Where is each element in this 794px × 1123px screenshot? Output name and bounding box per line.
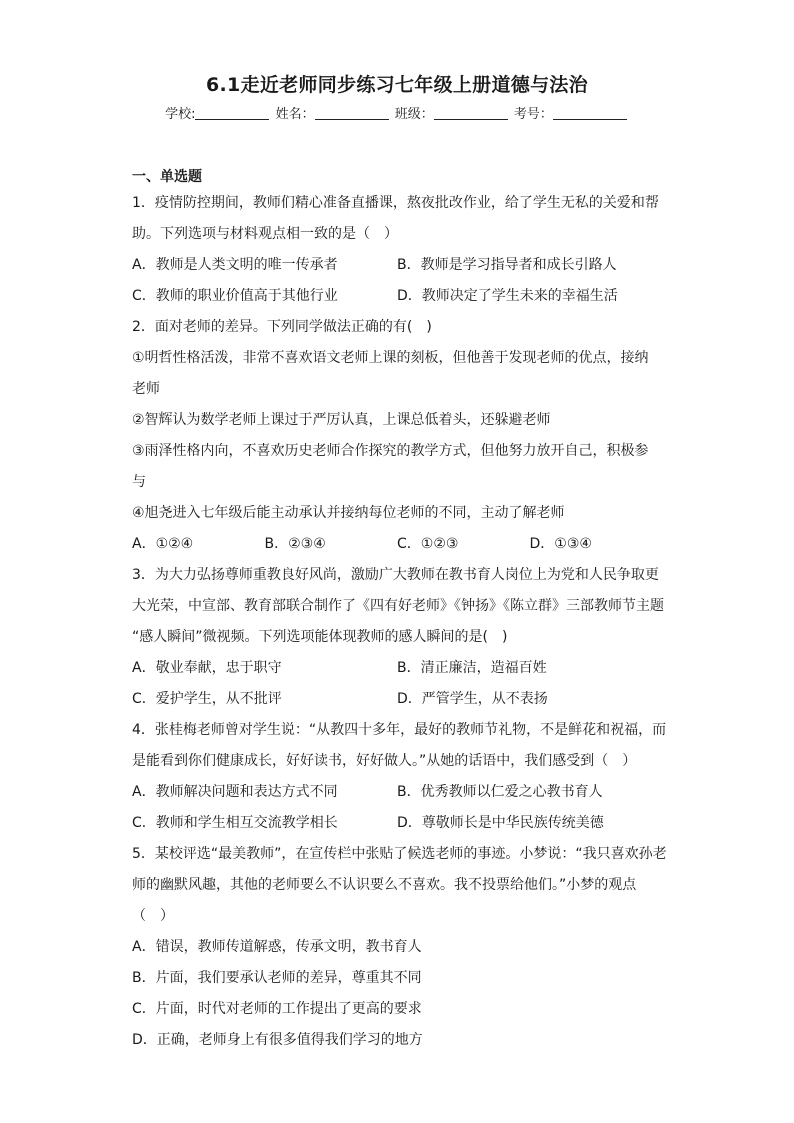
question-text-line: “感人瞬间”微视频。下列选项能体现教师的感人瞬间的是( ) <box>132 629 508 645</box>
question-text-line: 2．面对老师的差异。下列同学做法正确的有( ) <box>132 319 432 335</box>
question-5 <box>132 839 667 1056</box>
question-3 <box>132 560 662 715</box>
student-info-row <box>0 103 794 122</box>
question-text-line: （ ） <box>132 908 174 924</box>
option-c: C．教师和学生相互交流教学相长 <box>132 815 338 831</box>
option-row <box>132 808 662 839</box>
option-row <box>132 653 662 684</box>
page-title: 6.1走近老师同步练习七年级上册道德与法治 <box>206 74 588 96</box>
question-text-line: 大光荣，中宣部、教育部联合制作了《四有好老师》《钟扬》《陈立群》三部教师节主题 <box>132 598 664 614</box>
exam-number-label: 考号： <box>513 107 553 122</box>
option-c: C．教师的职业价值高于其他行业 <box>132 288 338 304</box>
name-blank <box>315 106 389 120</box>
option-row <box>132 529 662 560</box>
option-c: C．①②③ <box>397 536 459 552</box>
question-list <box>132 188 667 1056</box>
option-row <box>132 250 662 281</box>
class-blank <box>434 106 508 120</box>
section-title: 一、单选题 <box>132 169 202 185</box>
option-a: A．教师是人类文明的唯一传承者 <box>132 257 338 273</box>
option-b: B．清正廉洁，造福百姓 <box>397 660 547 676</box>
question-text-line: 3．为大力弘扬尊师重教良好风尚，激励广大教师在教书育人岗位上为党和人民争取更 <box>132 567 659 583</box>
option-d: D．严管学生，从不表扬 <box>397 691 548 707</box>
question-text-line: ①明哲性格活泼，非常不喜欢语文老师上课的刻板，但他善于发现老师的优点，接纳 <box>132 350 649 366</box>
school-label: 学校: <box>165 107 196 122</box>
question-text-line: 1．疫情防控期间，教师们精心准备直播课，熬夜批改作业，给了学生无私的关爱和帮 <box>132 195 659 211</box>
option-b: B．②③④ <box>264 536 326 552</box>
question-text-line: 与 <box>132 474 146 490</box>
exam-number-blank <box>553 106 627 120</box>
question-text-line: ③雨泽性格内向，不喜欢历史老师合作探究的教学方式，但他努力放开自己，积极参 <box>132 443 649 459</box>
question-text-line: 师的幽默风趣，其他的老师要么不认识要么不喜欢。我不投票给他们。”小梦的观点 <box>132 877 637 893</box>
option-a: A．教师解决问题和表达方式不同 <box>132 784 338 800</box>
option-b: B．优秀教师以仁爱之心教书育人 <box>397 784 603 800</box>
question-text-line: 老师 <box>132 381 160 397</box>
question-text-line: 是能看到你们健康成长，好好读书，好好做人。”从她的话语中，我们感受到（ ） <box>132 753 637 769</box>
option-c: C．片面，时代对老师的工作提出了更高的要求 <box>132 1001 422 1017</box>
question-4 <box>132 715 667 839</box>
option-a: A．①②④ <box>132 536 194 552</box>
option-b: B．教师是学习指导者和成长引路人 <box>397 257 617 273</box>
option-d: D．教师决定了学生未来的幸福生活 <box>397 288 618 304</box>
name-label: 姓名： <box>275 107 315 122</box>
option-d: D．尊敬师长是中华民族传统美德 <box>397 815 604 831</box>
question-text-line: ②智辉认为数学老师上课过于严厉认真，上课总低着头，还躲避老师 <box>132 412 551 428</box>
option-row <box>132 684 662 715</box>
option-c: C．爱护学生，从不批评 <box>132 691 282 707</box>
school-blank <box>195 106 269 120</box>
option-d: D．①③④ <box>529 536 592 552</box>
question-text-line: ④旭尧进入七年级后能主动承认并接纳每位老师的不同，主动了解老师 <box>132 505 565 521</box>
option-d: D．正确，老师身上有很多值得我们学习的地方 <box>132 1032 423 1048</box>
question-1 <box>132 188 662 312</box>
option-b: B．片面，我们要承认老师的差异，尊重其不同 <box>132 970 422 986</box>
option-row <box>132 281 662 312</box>
question-2 <box>132 312 662 560</box>
option-a: A．敬业奉献，忠于职守 <box>132 660 282 676</box>
option-a: A．错误，教师传道解惑，传承文明，教书育人 <box>132 939 422 955</box>
option-row <box>132 777 662 808</box>
question-text-line: 4．张桂梅老师曾对学生说：“从教四十多年，最好的教师节礼物，不是鲜花和祝福，而 <box>132 722 667 738</box>
question-text-line: 5．某校评选“最美教师”，在宣传栏中张贴了候选老师的事迹。小梦说：“我只喜欢孙老 <box>132 846 667 862</box>
question-text-line: 助。下列选项与材料观点相一致的是（ ） <box>132 226 398 242</box>
class-label: 班级： <box>394 107 434 122</box>
